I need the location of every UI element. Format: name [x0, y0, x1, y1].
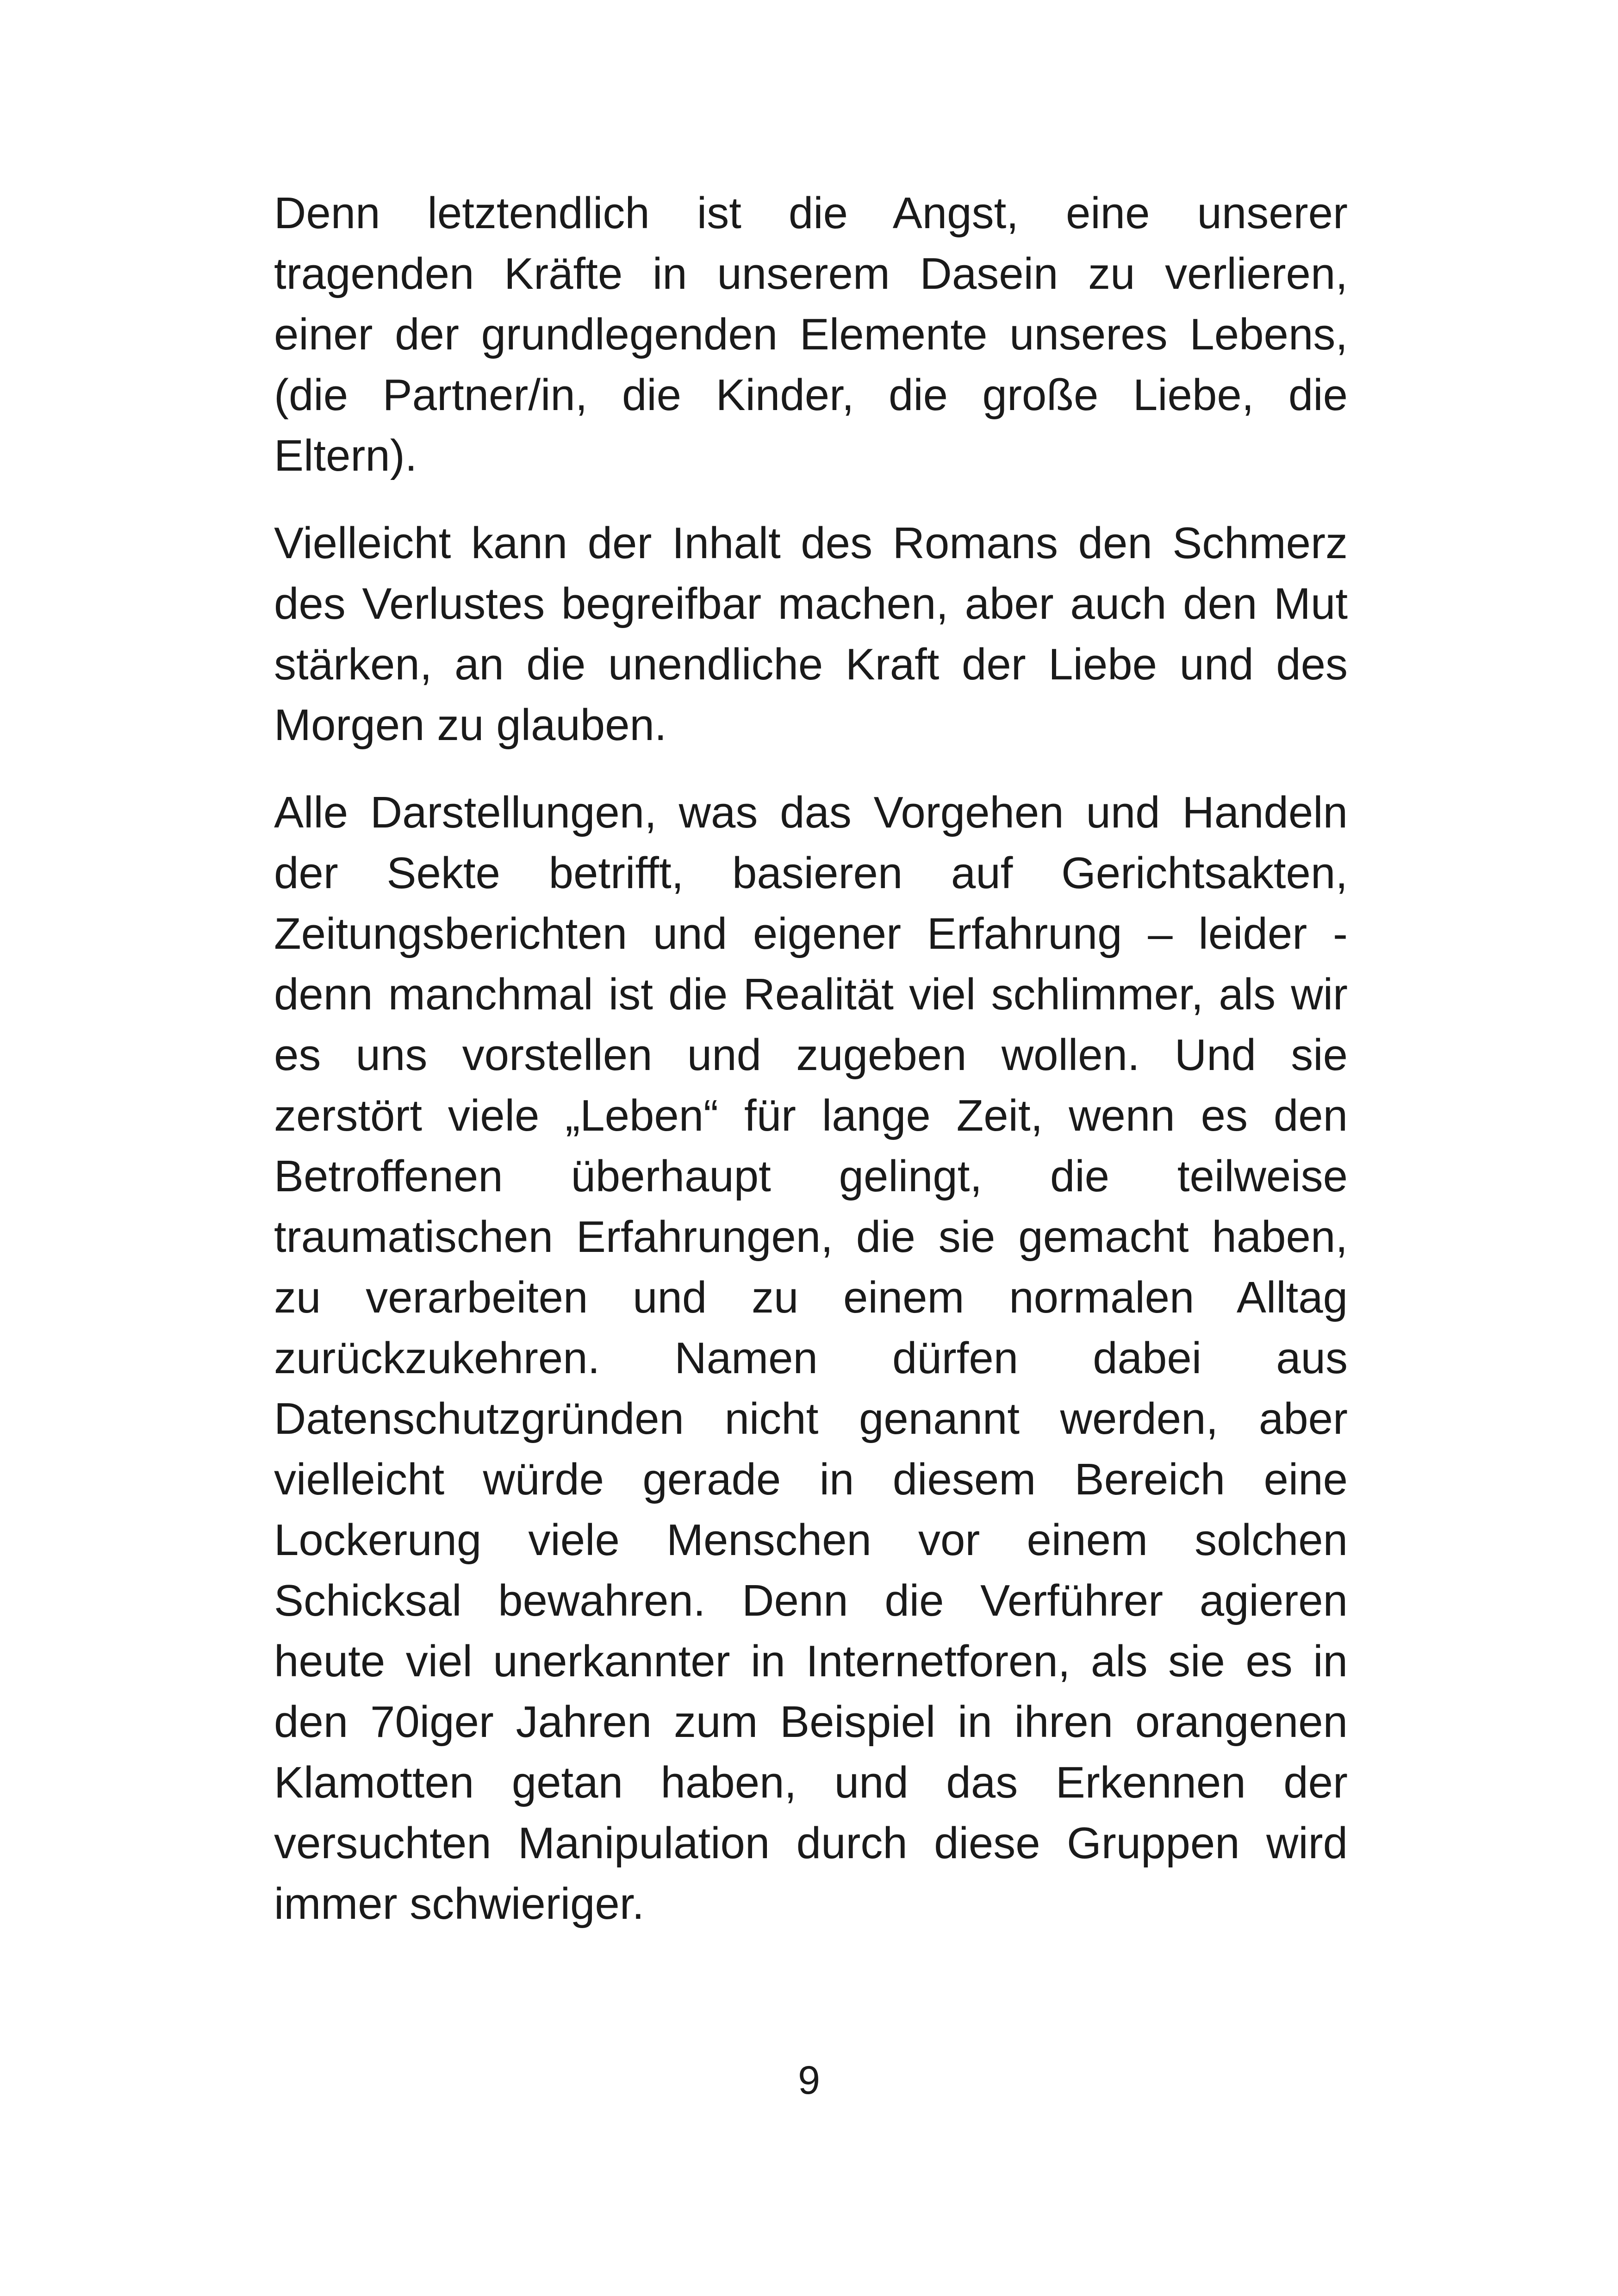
page-number: 9 — [798, 2058, 820, 2103]
paragraph-3: Alle Darstellungen, was das Vorgehen und Handeln der Sekte betrifft, basieren auf Gerichtsakten, Zeitungsberichten und eigener Erfahrung – leider - denn manchmal ist die Realität viel schlimmer, als wir es uns vorstellen und zugeben wollen. Und sie zerstört viele „Leben“ für lange Zeit, wenn es den Betroffenen überhaupt gelingt, die teilweise traumatischen Erfahrungen, die sie gemacht haben, zu verarbeiten und zu einem normalen Alltag zurückzukehren. Namen dürfen dabei aus Datenschutzgründen nicht genannt werden, aber vielleicht würde gerade in diesem Bereich eine Lockerung viele Menschen vor einem solchen Schicksal bewahren. Denn die Verführer agieren heute viel unerkannter in Internetforen, als sie es in den 70iger Jahren zum Beispiel in ihren orangenen Klamotten getan haben, und das Erkennen der versuchten Manipulation durch diese Gruppen wird immer schwieriger. — [274, 788, 1348, 1929]
paragraph-1: Denn letztendlich ist die Angst, eine unserer tragenden Kräfte in unserem Dasein zu verlieren, einer der grundlegenden Elemente unseres Lebens, (die Partner/in, die Kinder, die große Liebe, die Eltern). — [274, 188, 1348, 480]
paragraph-2: Vielleicht kann der Inhalt des Romans den Schmerz des Verlustes begreifbar machen, aber auch den Mut stärken, an die unendliche Kraft der Liebe und des Morgen zu glauben. — [274, 518, 1348, 750]
body-text — [274, 183, 1348, 1961]
